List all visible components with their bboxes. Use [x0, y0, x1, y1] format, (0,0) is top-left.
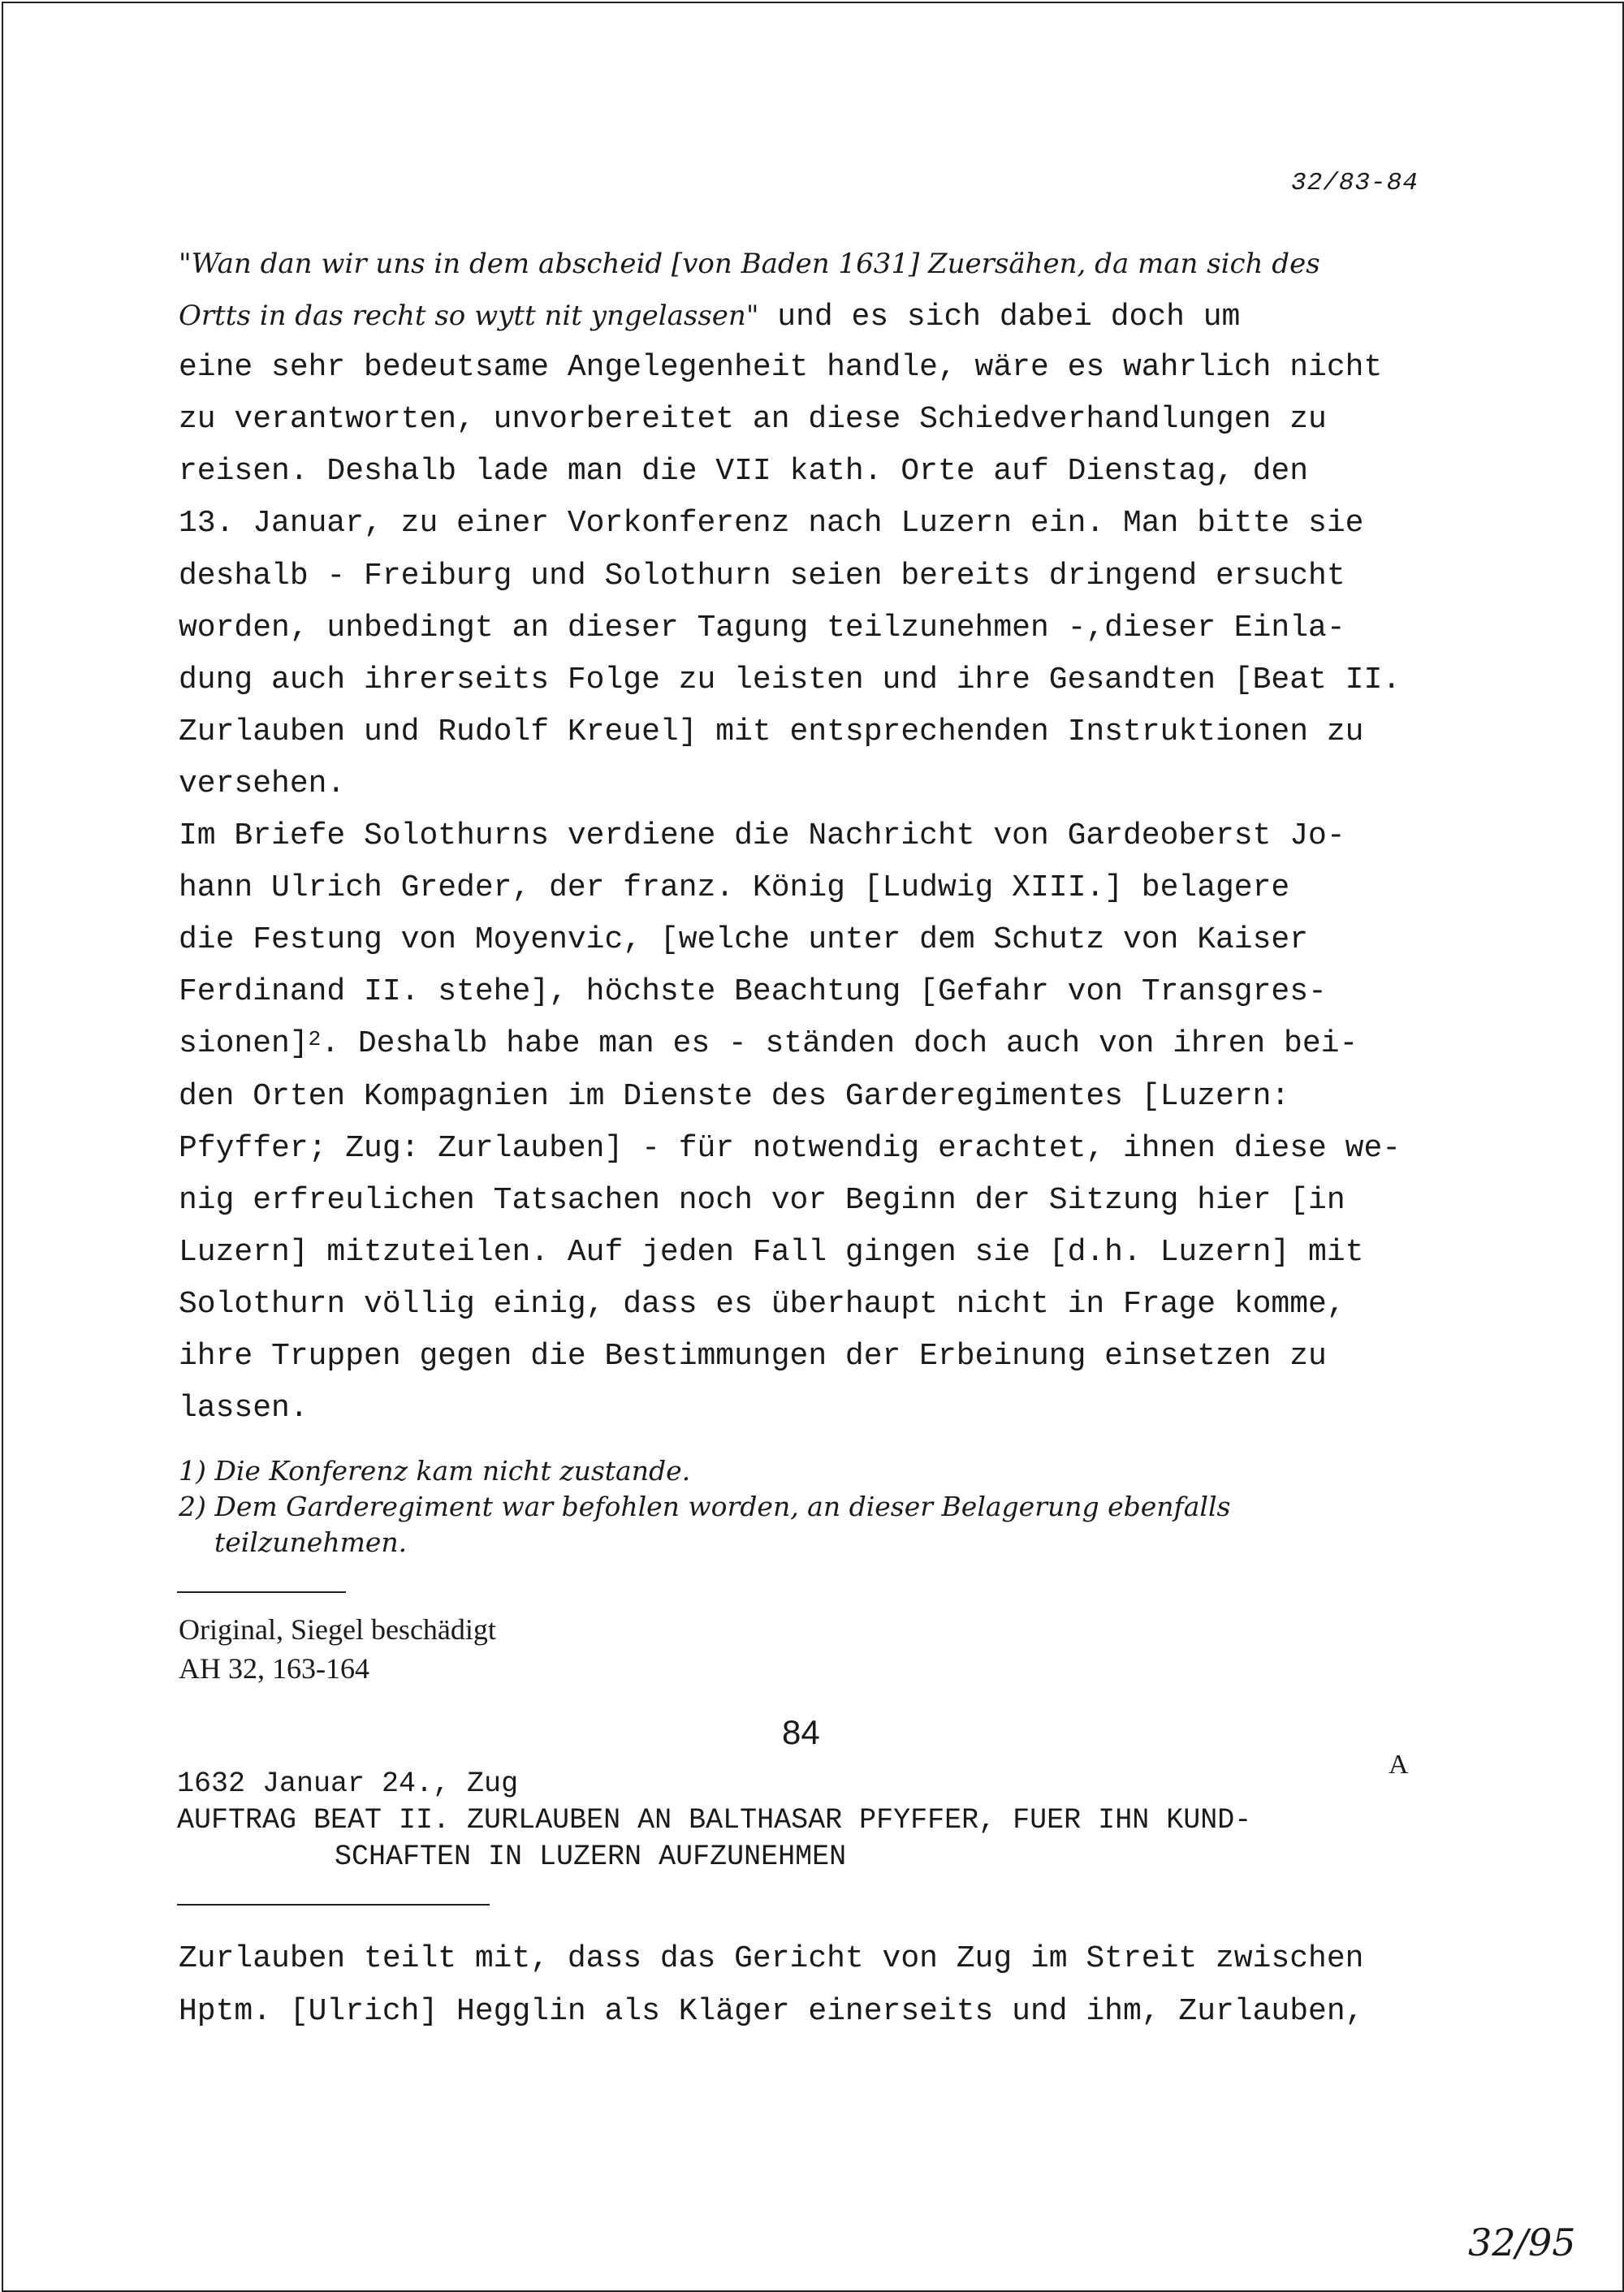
document-number: 84 [782, 1713, 820, 1751]
text-line: Ferdinand II. stehe], höchste Beachtung [Gefahr von Transgres- [179, 974, 1327, 1010]
text-line: nig erfreulichen Tatsachen noch vor Beginn der Sitzung hier [in [179, 1182, 1345, 1218]
divider-rule [177, 1591, 346, 1593]
source-archive-ref: AH 32, 163-164 [179, 1652, 369, 1685]
footnote-marker: 2 [308, 1027, 322, 1052]
document-84-body [179, 1933, 1363, 2038]
source-original: Original, Siegel beschädigt [179, 1613, 496, 1646]
text-line: Luzern] mitzuteilen. Auf jeden Fall gingen sie [d.h. Luzern] mit [179, 1234, 1364, 1270]
text-fragment: . Deshalb habe man es - ständen doch auch von ihren bei- [321, 1026, 1358, 1062]
text-line: reisen. Deshalb lade man die VII kath. Orte auf Dienstag, den [179, 454, 1309, 490]
document-title: AUFTRAG BEAT II. ZURLAUBEN AN BALTHASAR PFYFFER, FUER IHN KUND- [177, 1804, 1252, 1837]
source-note [179, 1610, 496, 1688]
letter-83-body [179, 238, 1494, 1435]
text-line [179, 290, 1494, 342]
footnote-2: 2) Dem Garderegiment war befohlen worden, an dieser Belagerung ebenfalls [179, 1491, 1231, 1522]
document-title-continued: SCHAFTEN IN LUZERN AUFZUNEHMEN [335, 1841, 847, 1873]
text-line: die Festung von Moyenvic, [welche unter dem Schutz von Kaiser [179, 922, 1309, 958]
text-line: ihre Truppen gegen die Bestimmungen der Erbeinung einsetzen zu [179, 1338, 1327, 1374]
text-line: deshalb - Freiburg und Solothurn seien bereits dringend ersucht [179, 558, 1345, 594]
footnote-2-continued: teilzunehmen. [214, 1526, 408, 1558]
footnote-1: 1) Die Konferenz kam nicht zustande. [179, 1455, 691, 1487]
page-reference: 32/83-84 [1291, 169, 1419, 197]
document-marker: A [1389, 1750, 1409, 1780]
text-line: worden, unbedingt an dieser Tagung teilzunehmen -,dieser Einla- [179, 610, 1345, 645]
text-line: den Orten Kompagnien im Dienste des Garderegimentes [Luzern: [179, 1078, 1290, 1114]
text-fragment: sionen] [179, 1026, 309, 1062]
text-line [179, 1018, 1494, 1070]
text-line: zu verantworten, unvorbereitet an diese Schiedverhandlungen zu [179, 402, 1327, 438]
handwritten-page-number: 32/95 [1468, 2221, 1576, 2264]
text-line: eine sehr bedeutsame Angelegenheit handle, wäre es wahrlich nicht [179, 350, 1383, 386]
divider-rule [177, 1904, 490, 1906]
text-line: Zurlauben teilt mit, dass das Gericht von Zug im Streit zwischen [179, 1941, 1364, 1976]
text-line: Zurlauben und Rudolf Kreuel] mit entsprechenden Instruktionen zu [179, 714, 1364, 749]
text-line: versehen. [179, 766, 346, 801]
footnotes [179, 1453, 1230, 1560]
text-line: 13. Januar, zu einer Vorkonferenz nach Luzern ein. Man bitte sie [179, 506, 1364, 542]
document-heading [177, 1766, 1251, 1875]
text-line: dung auch ihrerseits Folge zu leisten und ihre Gesandten [Beat II. [179, 662, 1402, 697]
text-line: lassen. [179, 1391, 309, 1427]
text-line: hann Ulrich Greder, der franz. König [Ludwig XIII.] belagere [179, 870, 1290, 906]
date-place: 1632 Januar 24., Zug [177, 1768, 519, 1800]
text-line: Im Briefe Solothurns verdiene die Nachricht von Gardeoberst Jo- [179, 818, 1345, 854]
quote-fragment: Ortts in das recht so wytt nit yngelassen" [179, 300, 759, 333]
quote-line: "Wan dan wir uns in dem abscheid [von Baden 1631] Zuersähen, da man sich des [179, 248, 1320, 280]
text-line: Pfyffer; Zug: Zurlauben] - für notwendig erachtet, ihnen diese we- [179, 1130, 1402, 1166]
text-fragment: und es sich dabei doch um [758, 300, 1241, 335]
text-line: Solothurn völlig einig, dass es überhaupt nicht in Frage komme, [179, 1286, 1345, 1322]
text-line: Hptm. [Ulrich] Hegglin als Kläger einerseits und ihm, Zurlauben, [179, 1993, 1364, 2029]
